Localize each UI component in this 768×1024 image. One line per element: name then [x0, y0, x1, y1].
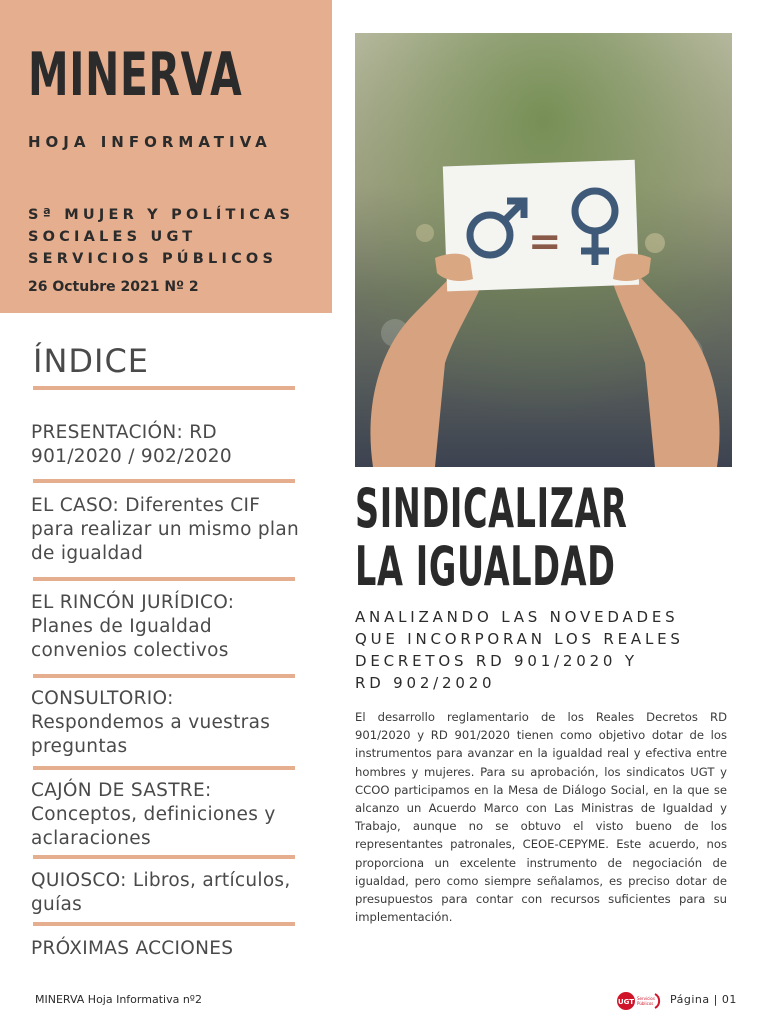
index-divider: [33, 479, 295, 483]
index-item-presentacion[interactable]: [31, 421, 301, 469]
page-number: Página | 01: [670, 993, 737, 1006]
department-line-3: SERVICIOS PÚBLICOS: [28, 251, 278, 267]
department-line-1: Sª MUJER Y POLÍTICAS: [28, 207, 295, 223]
index-item-consultorio[interactable]: [31, 687, 301, 759]
index-item-quiosco[interactable]: [31, 869, 301, 917]
footer-publication: MINERVA Hoja Informativa nº2: [35, 993, 202, 1006]
svg-text:Públicos: Públicos: [637, 1001, 654, 1006]
index-item-head: CONSULTORIO:: [31, 688, 174, 709]
equals-sign: =: [528, 219, 562, 265]
headline-line-1: SINDICALIZAR: [355, 477, 628, 540]
index-item-text: Conceptos, definiciones y aclaraciones: [31, 804, 276, 849]
index-item-head: CAJÓN DE SASTRE:: [31, 780, 212, 801]
index-item-el-caso[interactable]: [31, 494, 301, 566]
subhead-line-4: RD 902/2020: [355, 674, 496, 692]
subhead-line-3: DECRETOS RD 901/2020 Y: [355, 652, 638, 670]
svg-text:Servicios: Servicios: [637, 996, 655, 1001]
index-item-text: RD 901/2020 / 902/2020: [31, 422, 232, 467]
index-item-head: QUIOSCO:: [31, 870, 127, 891]
index-divider: [33, 855, 295, 859]
index-item-head: EL RINCÓN JURÍDICO:: [31, 592, 235, 613]
index-item-rincon-juridico[interactable]: [31, 591, 301, 663]
index-title: ÍNDICE: [33, 342, 150, 380]
article-body: El desarrollo reglamentario de los Reales Decretos RD 901/2020 y RD 901/2020 tienen como objetivo dotar de los instrumentos para avanzar en la igualdad real y efectiva entre hombres y mujeres. Para su aprobación, los sindicatos UGT y CCOO participamos en la Mesa de Diálogo Social, en la que se alcanzo un Acuerdo Marco con Las Ministras de Igualdad y Trabajo, aunque no se obtuvo el visto bueno de los representantes patronales, CEOE-CEPYME. Este acuerdo, nos proporciona un excelente instrumento de negociación de igualdad, pero como siempre señalamos, es preciso dotar de presupuestos para contar con recursos suficientes para su implementación.: [355, 710, 727, 925]
index-divider: [33, 577, 295, 581]
subhead-line-1: ANALIZANDO LAS NOVEDADES: [355, 608, 679, 626]
issue-date: 26 Octubre 2021 Nº 2: [28, 279, 199, 295]
svg-text:UGT: UGT: [617, 998, 635, 1006]
newsletter-title: MINERVA: [28, 40, 243, 110]
newsletter-subtitle: HOJA INFORMATIVA: [28, 133, 272, 151]
subhead-line-2: QUE INCORPORAN LOS REALES: [355, 630, 684, 648]
index-divider: [33, 674, 295, 678]
index-item-head: PRESENTACIÓN:: [31, 422, 184, 443]
index-divider: [33, 766, 295, 770]
index-item-text: Planes de Igualdad convenios colectivos: [31, 616, 229, 661]
department-line-2: SOCIALES UGT: [28, 229, 197, 245]
ugt-logo: [617, 991, 662, 1011]
index-item-cajon-de-sastre[interactable]: [31, 779, 301, 851]
index-item-head: EL CASO:: [31, 495, 120, 516]
article-subheading: [355, 606, 684, 694]
index-item-text: Libros, artículos, guías: [31, 870, 291, 915]
index-divider: [33, 922, 295, 926]
headline-line-2: LA IGUALDAD: [355, 535, 616, 598]
index-item-text: Respondemos a vuestras preguntas: [31, 712, 271, 757]
index-divider: [33, 386, 295, 390]
department-name: [28, 204, 294, 270]
cover-photo-illustration: [355, 33, 732, 467]
masthead: [0, 0, 332, 313]
cover-photo: [355, 33, 732, 467]
index-item-head: PRÓXIMAS ACCIONES: [31, 938, 234, 959]
index-item-text: Diferentes CIF para realizar un mismo plan de igualdad: [31, 495, 300, 564]
article-headline: [355, 477, 628, 598]
index-item-proximas-acciones[interactable]: [31, 937, 301, 961]
